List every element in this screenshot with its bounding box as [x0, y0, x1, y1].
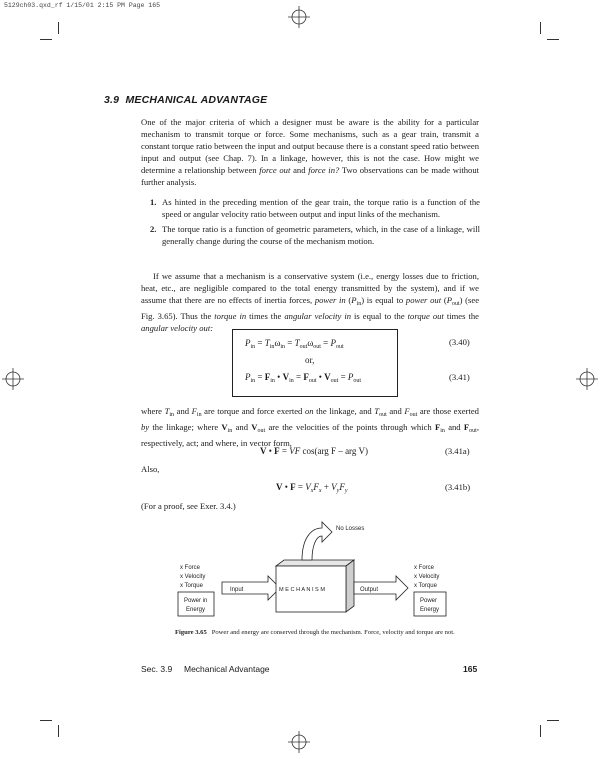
conservative-system-paragraph: If we assume that a mechanism is a conservative system (i.e., energy losses due to friction, heat, etc., are negligible compared to the total energy transmitted by the system), and if we assume that there are no effects of inertia forces, power in $(P_{in})$ is equal to power out $(P_{out})$ (see Fig. 3.65). Thus the torque in times the angular velocity in is equal to the torque out times the angular velocity out: [141, 271, 480, 333]
footer-section: Sec. 3.9 Mechanical Advantage [141, 664, 270, 674]
observations-list [150, 196, 480, 250]
no-losses-label: No Losses [336, 526, 365, 532]
definitions-paragraph: where $T_{in}$ and $F_{in}$ are torque and force exerted on the linkage, and $T_{out}$ and $F_{out}$ are those exerted by the linkage; where $V_{in}$ and $V_{out}$ are the velocities of the points through which $F_{in}$ and $F_{out}$, respectively, act; and where, in vector form, [141, 406, 479, 448]
left-velocity-label: x Velocity [180, 574, 206, 580]
registration-mark-top [288, 6, 310, 28]
equation-number-3-41b: (3.41b) [445, 482, 471, 492]
left-torque-label: x Torque [180, 583, 203, 589]
power-out-label: Power [420, 598, 438, 604]
right-velocity-label: x Velocity [414, 574, 440, 580]
equation-or: or, [305, 355, 315, 365]
power-in-energy-label: Energy [186, 607, 206, 613]
registration-mark-left [2, 368, 24, 390]
section-heading [104, 94, 267, 106]
section-number: 3.9 [104, 94, 120, 106]
power-equation-box [232, 329, 398, 397]
equation-number-3-41: (3.41) [449, 372, 470, 382]
registration-mark-bottom [288, 731, 310, 753]
also-text: Also, [141, 464, 160, 474]
equation-3-41a: V • F = VF cos(arg F – arg V) [260, 446, 368, 456]
right-torque-label: x Torque [414, 583, 437, 589]
list-item: 2. The torque ratio is a function of geometric parameters, which, in the case of a linkage, will generally change during the course of the mechanism motion. [150, 224, 480, 246]
equation-3-41b: V • $F = V_xF_x + V_yF_y$ [276, 482, 348, 494]
no-losses-arrow [302, 522, 332, 560]
equation-3-41: $P_{in} = F_{in}$ • $V_{in} = F_{out}$ • $V_{out} = P_{out}$ [245, 372, 362, 384]
page-number: 165 [463, 664, 478, 674]
intro-paragraph: One of the major criteria of which a designer must be aware is the ability for a particular mechanism to transmit torque or force. Some mechanisms, such as a gear train, transmit a constant torque ratio between the input and output because there is a constant speed ratio between input and output (see Chap. 7). In a linkage, however, this is not the case. How might we determine a relationship between force out and force in? Two observations can be made without further analysis. [141, 117, 480, 187]
figure-3-65-diagram [170, 518, 460, 628]
equation-3-40: $P_{in} = T_{in}\omega_{in} = T_{out}\omega_{out} = P_{out}$ [245, 338, 344, 350]
output-label: Output [360, 587, 379, 593]
mechanism-box-side [346, 560, 354, 612]
proof-note: (For a proof, see Exer. 3.4.) [141, 501, 236, 511]
print-slug: 5129ch03.qxd_rf 1/15/01 2:15 PM Page 165 [4, 2, 161, 9]
list-item: 1. As hinted in the preceding mention of the gear train, the torque ratio is a function of the speed or angular velocity ratio between output and input links of the mechanism. [150, 197, 480, 219]
power-out-energy-label: Energy [420, 607, 440, 613]
mechanism-box-top [276, 560, 354, 566]
figure-caption [175, 628, 465, 637]
section-title: MECHANICAL ADVANTAGE [125, 94, 268, 106]
equation-number-3-41a: (3.41a) [445, 446, 470, 456]
mechanism-label: M E C H A N I S M [279, 587, 326, 593]
power-in-label: Power in [184, 598, 208, 604]
left-force-label: x Force [180, 565, 201, 571]
equation-number-3-40: (3.40) [449, 337, 470, 347]
caption-text: Power and energy are conserved through the mechanism. Force, velocity and torque are not. [211, 629, 455, 636]
right-force-label: x Force [414, 565, 435, 571]
caption-label: Figure 3.65 [175, 629, 207, 636]
input-label: Input [230, 587, 244, 593]
registration-mark-right [576, 368, 598, 390]
